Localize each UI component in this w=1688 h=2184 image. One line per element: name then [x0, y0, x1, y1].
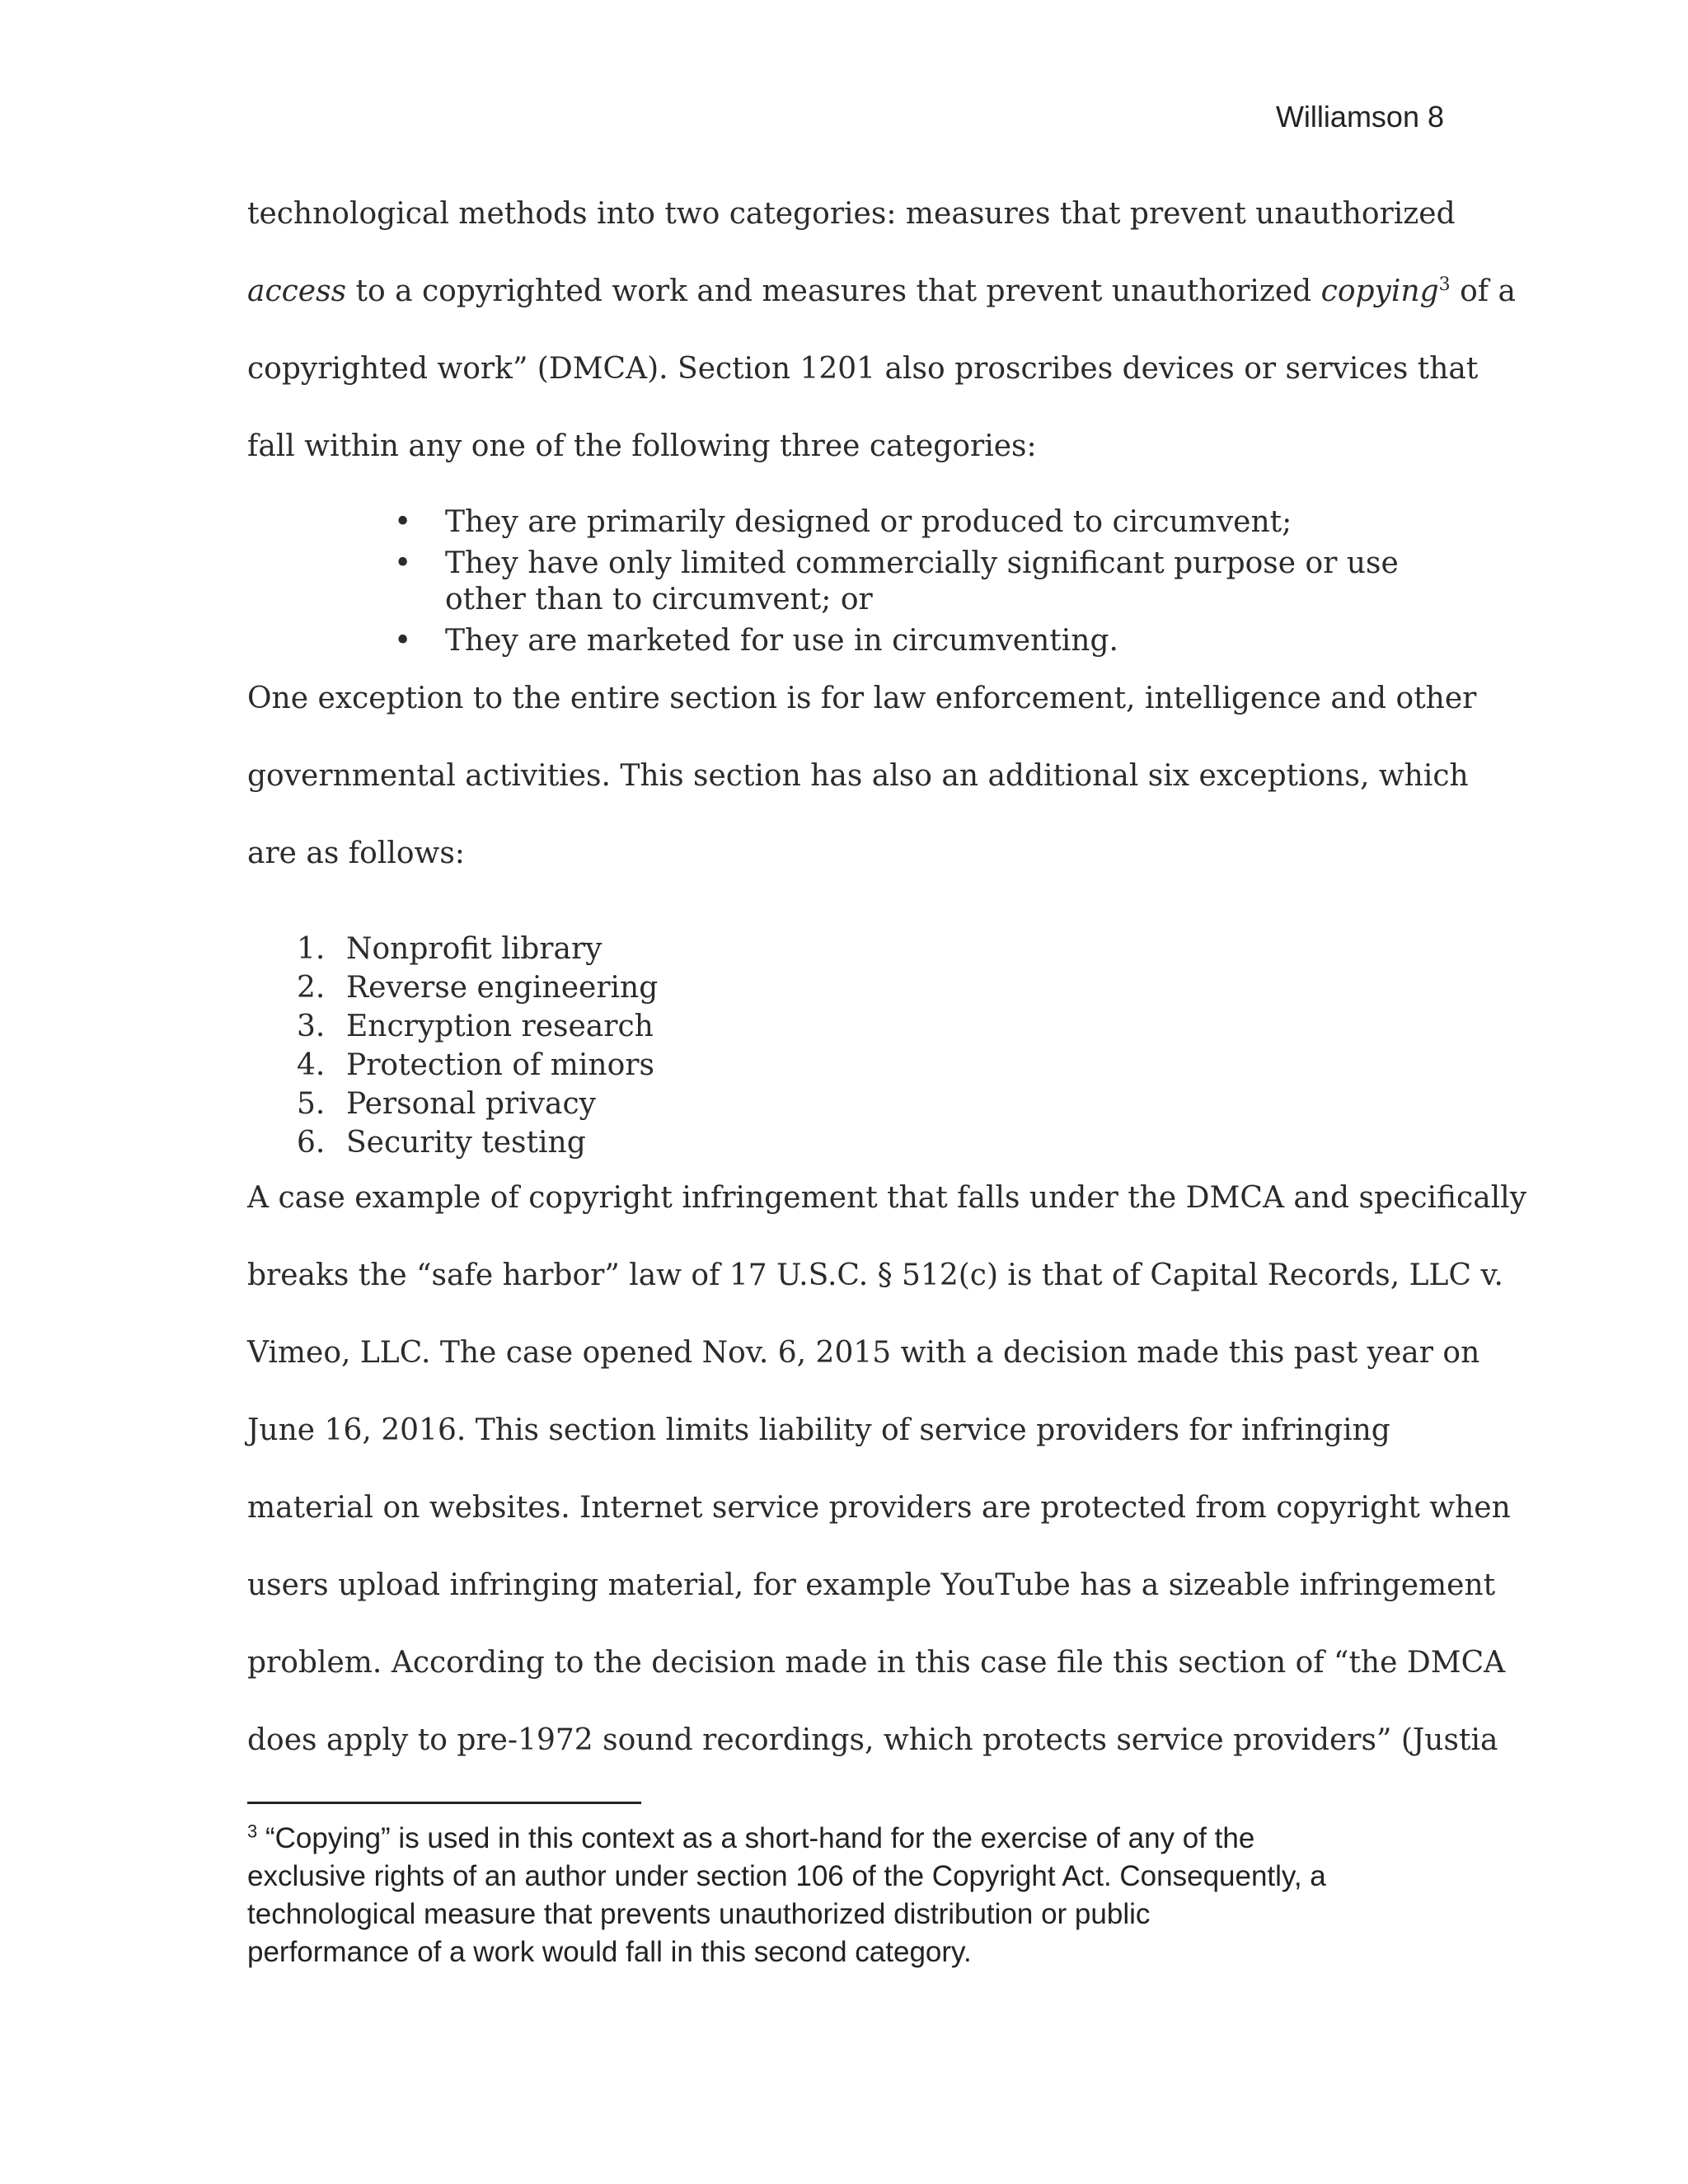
- para2-line1: One exception to the entire section is for law enforcement, intelligence and other: [247, 682, 1477, 715]
- list-number: 6.: [297, 1126, 326, 1160]
- para3-line2: breaks the “safe harbor” law of 17 U.S.C. § 512(c) is that of Capital Records, LLC v.: [247, 1258, 1503, 1292]
- bullet-text: They have only limited commercially significant purpose or use other than to circumvent; or: [445, 546, 1399, 616]
- footnote-line3: technological measure that prevents unauthorized distribution or public: [247, 1898, 1151, 1930]
- bullet-item: [247, 623, 1442, 659]
- para1-line2-end: of a: [1450, 274, 1516, 308]
- para1-line2: [247, 272, 1516, 312]
- footnote-line1-text: “Copying” is used in this context as a short-hand for the exercise of any of the: [257, 1822, 1255, 1854]
- para2-line3: are as follows:: [247, 837, 465, 870]
- footnote-marker: 3: [247, 1821, 258, 1842]
- bullet-item: [247, 504, 1442, 541]
- para3-line3: Vimeo, LLC. The case opened Nov. 6, 2015 with a decision made this past year on: [247, 1336, 1480, 1370]
- category-bullet-list: [247, 504, 1442, 664]
- footnote-line2: exclusive rights of an author under section 106 of the Copyright Act. Consequently, a: [247, 1860, 1326, 1892]
- para1-line3: copyrighted work” (DMCA). Section 1201 also proscribes devices or services that: [247, 352, 1479, 386]
- para3-line8: does apply to pre-1972 sound recordings, which protects service providers” (Justia: [247, 1723, 1498, 1757]
- bullet-item: [247, 546, 1434, 618]
- running-head: Williamson 8: [1275, 100, 1444, 134]
- list-item-text: Encryption research: [346, 1010, 654, 1043]
- para3-line5: material on websites. Internet service providers are protected from copyright when: [247, 1491, 1511, 1525]
- footnote-line1: [247, 1820, 1254, 1858]
- list-item: [247, 1123, 658, 1162]
- footnote-line4: performance of a work would fall in this second category.: [247, 1936, 972, 1968]
- bullet-text: They are primarily designed or produced to circumvent;: [445, 505, 1292, 539]
- para1-line1: technological methods into two categories: measures that prevent unauthorized: [247, 197, 1456, 231]
- para3-line6: users upload infringing material, for example YouTube has a sizeable infringement: [247, 1568, 1496, 1602]
- bullet-icon: •: [394, 505, 412, 539]
- list-number: 4.: [297, 1048, 326, 1082]
- list-number: 1.: [297, 932, 326, 966]
- bullet-icon: •: [394, 624, 412, 658]
- para3-line1: A case example of copyright infringement that falls under the DMCA and specifically: [247, 1181, 1527, 1215]
- para2-line2: governmental activities. This section has also an additional six exceptions, which: [247, 759, 1469, 793]
- list-number: 3.: [297, 1010, 326, 1043]
- bullet-icon: •: [394, 546, 412, 580]
- para3-line7: problem. According to the decision made in this case file this section of “the DMCA: [247, 1646, 1506, 1680]
- list-item: [247, 1046, 658, 1085]
- footnote-separator: [247, 1802, 641, 1804]
- list-item-text: Security testing: [346, 1126, 586, 1160]
- list-number: 2.: [297, 971, 326, 1005]
- italic-copying: copying: [1320, 274, 1439, 308]
- list-number: 5.: [297, 1087, 326, 1121]
- italic-access: access: [247, 274, 347, 308]
- para1-line2-mid: to a copyrighted work and measures that prevent unauthorized: [346, 274, 1321, 308]
- para1-line4: fall within any one of the following three categories:: [247, 429, 1037, 463]
- bullet-text: They are marketed for use in circumventing.: [445, 624, 1118, 658]
- list-item: [247, 930, 658, 968]
- list-item-text: Protection of minors: [346, 1048, 654, 1082]
- list-item: [247, 1007, 658, 1046]
- list-item-text: Reverse engineering: [346, 971, 659, 1005]
- exceptions-numbered-list: [247, 930, 658, 1162]
- list-item: [247, 1085, 658, 1123]
- list-item-text: Personal privacy: [346, 1087, 596, 1121]
- list-item-text: Nonprofit library: [346, 932, 603, 966]
- para3-line4: June 16, 2016. This section limits liability of service providers for infringing: [247, 1413, 1390, 1447]
- footnote-ref-3[interactable]: 3: [1438, 274, 1451, 295]
- list-item: [247, 968, 658, 1007]
